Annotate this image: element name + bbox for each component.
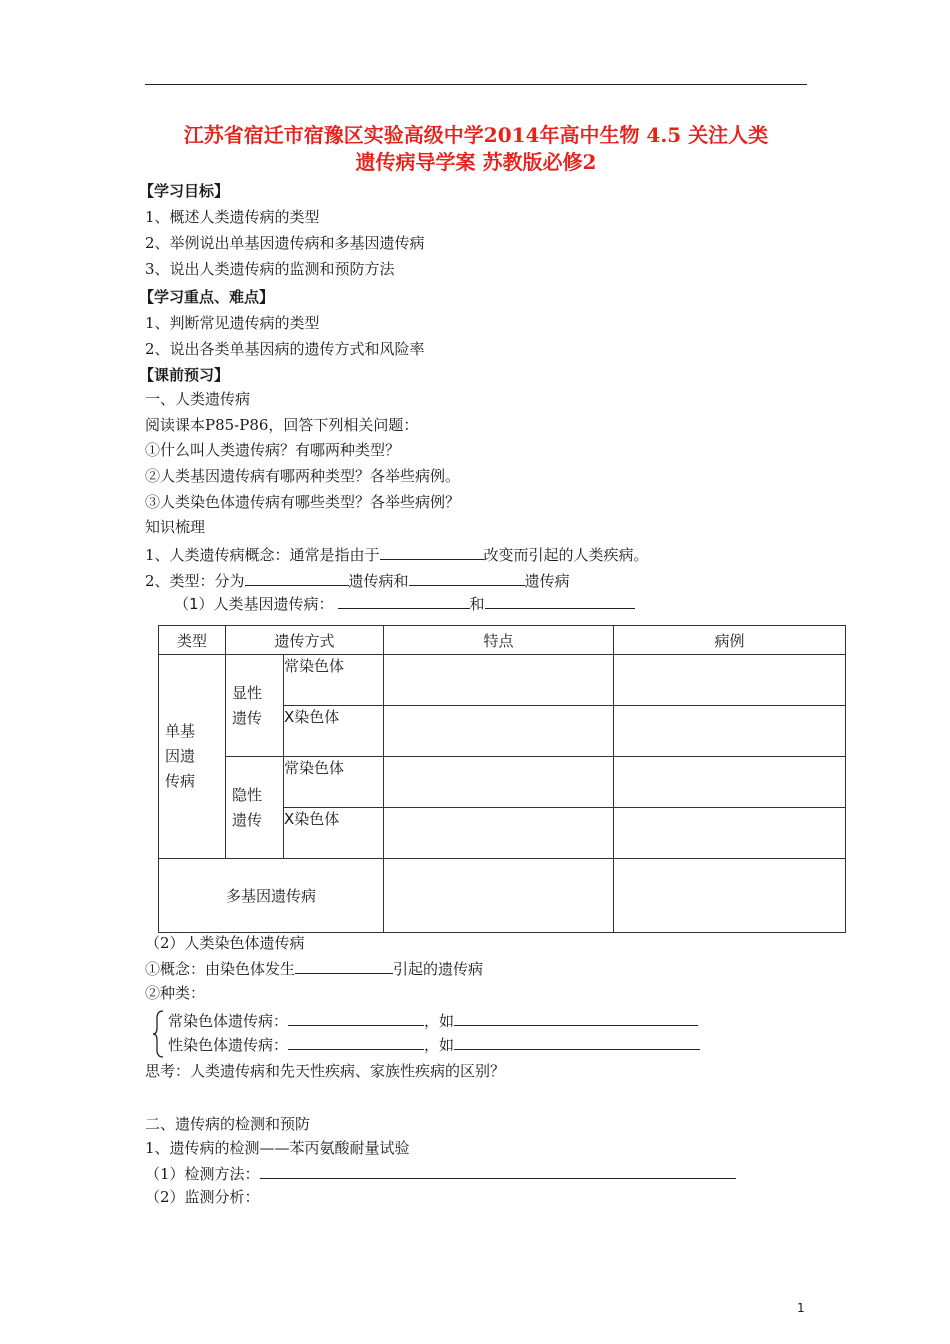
question-item: ②人类基因遗传病有哪两种类型？各举些病例。: [145, 467, 461, 485]
genetic-disease-table: [158, 625, 846, 933]
objectives-heading: 【学习目标】: [139, 182, 230, 200]
table-header-row: [159, 626, 846, 655]
types-prefix: 2、类型：分为: [145, 572, 245, 590]
page-number: 1: [797, 1301, 805, 1315]
feature-cell[interactable]: [384, 757, 614, 808]
gene-blank-2[interactable]: [485, 592, 635, 609]
types-line: [145, 569, 570, 591]
keypoints-heading: 【学习重点、难点】: [139, 288, 275, 306]
x-recessive-cell: X染色体: [284, 808, 384, 859]
sex-chromosome-example-label: ，如: [424, 1036, 455, 1054]
chromosome-heading: （2）人类染色体遗传病: [145, 934, 305, 952]
multi-gene-label: 多基因遗传病: [159, 859, 384, 933]
types-middle: 遗传病和: [348, 572, 409, 590]
knowledge-heading: 知识梳理: [145, 518, 206, 536]
gene-prefix: （1）人类基因遗传病：: [174, 595, 334, 613]
case-cell[interactable]: [614, 655, 846, 706]
recessive-cell: [226, 757, 284, 859]
header-type: 类型: [159, 626, 226, 655]
monitoring-analysis-label: （2）监测分析：: [145, 1188, 260, 1206]
case-cell[interactable]: [614, 808, 846, 859]
section1-heading: 一、人类遗传病: [145, 390, 251, 408]
concept-line: [145, 543, 649, 565]
chromosome-concept-blank[interactable]: [295, 957, 393, 974]
reading-instruction: 阅读课本P85-P86，回答下列相关问题：: [145, 416, 419, 434]
detection-method-line: [145, 1162, 736, 1184]
think-question: 思考：人类遗传病和先天性疾病、家族性疾病的区别？: [145, 1062, 506, 1080]
dominant-cell: [226, 655, 284, 757]
dominant-label: 显性遗传: [232, 683, 263, 727]
chromosome-concept-suffix: 引起的遗传病: [393, 960, 484, 978]
single-gene-label: 单基因遗传病: [165, 722, 196, 790]
sex-chromosome-blank[interactable]: [288, 1033, 424, 1050]
types-blank-2[interactable]: [409, 569, 525, 586]
recessive-label: 隐性遗传: [232, 785, 263, 829]
feature-cell[interactable]: [384, 706, 614, 757]
detection-heading: 1、遗传病的检测——苯丙氨酸耐量试验: [145, 1139, 410, 1157]
sex-chromosome-label: 性染色体遗传病：: [168, 1036, 289, 1054]
section2-heading: 二、遗传病的检测和预防: [145, 1115, 311, 1133]
concept-prefix: 1、人类遗传病概念：通常是指由于: [145, 546, 380, 564]
question-item: ③人类染色体遗传病有哪些类型？各举些病例？: [145, 493, 461, 511]
detection-method-label: （1）检测方法：: [145, 1165, 260, 1183]
objective-item: 3、说出人类遗传病的监测和预防方法: [145, 260, 395, 278]
autosome-example-label: ，如: [424, 1012, 455, 1030]
autosome-example-blank[interactable]: [454, 1009, 698, 1026]
table-row: [159, 757, 846, 808]
single-gene-cell: [159, 655, 226, 859]
sex-chromosome-example-blank[interactable]: [454, 1033, 700, 1050]
concept-blank[interactable]: [380, 543, 484, 560]
gene-blank-1[interactable]: [338, 592, 470, 609]
feature-cell[interactable]: [384, 859, 614, 933]
table-row: [159, 655, 846, 706]
sex-chromosome-disease-line: [168, 1033, 700, 1055]
x-dominant-cell: X染色体: [284, 706, 384, 757]
doc-title-line2: 遗传病导学案 苏教版必修2: [355, 150, 597, 174]
feature-cell[interactable]: [384, 808, 614, 859]
objective-item: 2、举例说出单基因遗传病和多基因遗传病: [145, 234, 425, 252]
header-rule: [145, 84, 807, 85]
gene-middle: 和: [469, 595, 485, 613]
question-item: ①什么叫人类遗传病？有哪两种类型？: [145, 441, 401, 459]
table-row: [159, 859, 846, 933]
doc-title-line1: 江苏省宿迁市宿豫区实验高级中学2014年高中生物 4.5 关注人类: [183, 123, 769, 147]
types-suffix: 遗传病: [524, 572, 570, 590]
autosome-dominant-cell: 常染色体: [284, 655, 384, 706]
brace-icon: [152, 1010, 164, 1058]
header-features: 特点: [384, 626, 614, 655]
case-cell[interactable]: [614, 859, 846, 933]
autosome-label: 常染色体遗传病：: [168, 1012, 289, 1030]
keypoint-item: 2、说出各类单基因病的遗传方式和风险率: [145, 340, 425, 358]
feature-cell[interactable]: [384, 655, 614, 706]
keypoint-item: 1、判断常见遗传病的类型: [145, 314, 320, 332]
header-inheritance: 遗传方式: [226, 626, 384, 655]
header-cases: 病例: [614, 626, 846, 655]
preview-heading: 【课前预习】: [139, 366, 230, 384]
case-cell[interactable]: [614, 757, 846, 808]
case-cell[interactable]: [614, 706, 846, 757]
monitoring-analysis-line: [145, 1187, 260, 1207]
autosome-disease-line: [168, 1009, 698, 1031]
types-blank-1[interactable]: [245, 569, 349, 586]
objective-item: 1、概述人类遗传病的类型: [145, 208, 320, 226]
autosome-blank[interactable]: [288, 1009, 424, 1026]
chromosome-concept-line: [145, 957, 483, 979]
autosome-recessive-cell: 常染色体: [284, 757, 384, 808]
detection-method-blank[interactable]: [260, 1162, 736, 1179]
chromosome-kinds: ②种类：: [145, 984, 206, 1002]
concept-suffix: 改变而引起的人类疾病。: [483, 546, 649, 564]
gene-disease-line: [174, 592, 635, 614]
chromosome-concept-prefix: ①概念：由染色体发生: [145, 960, 296, 978]
